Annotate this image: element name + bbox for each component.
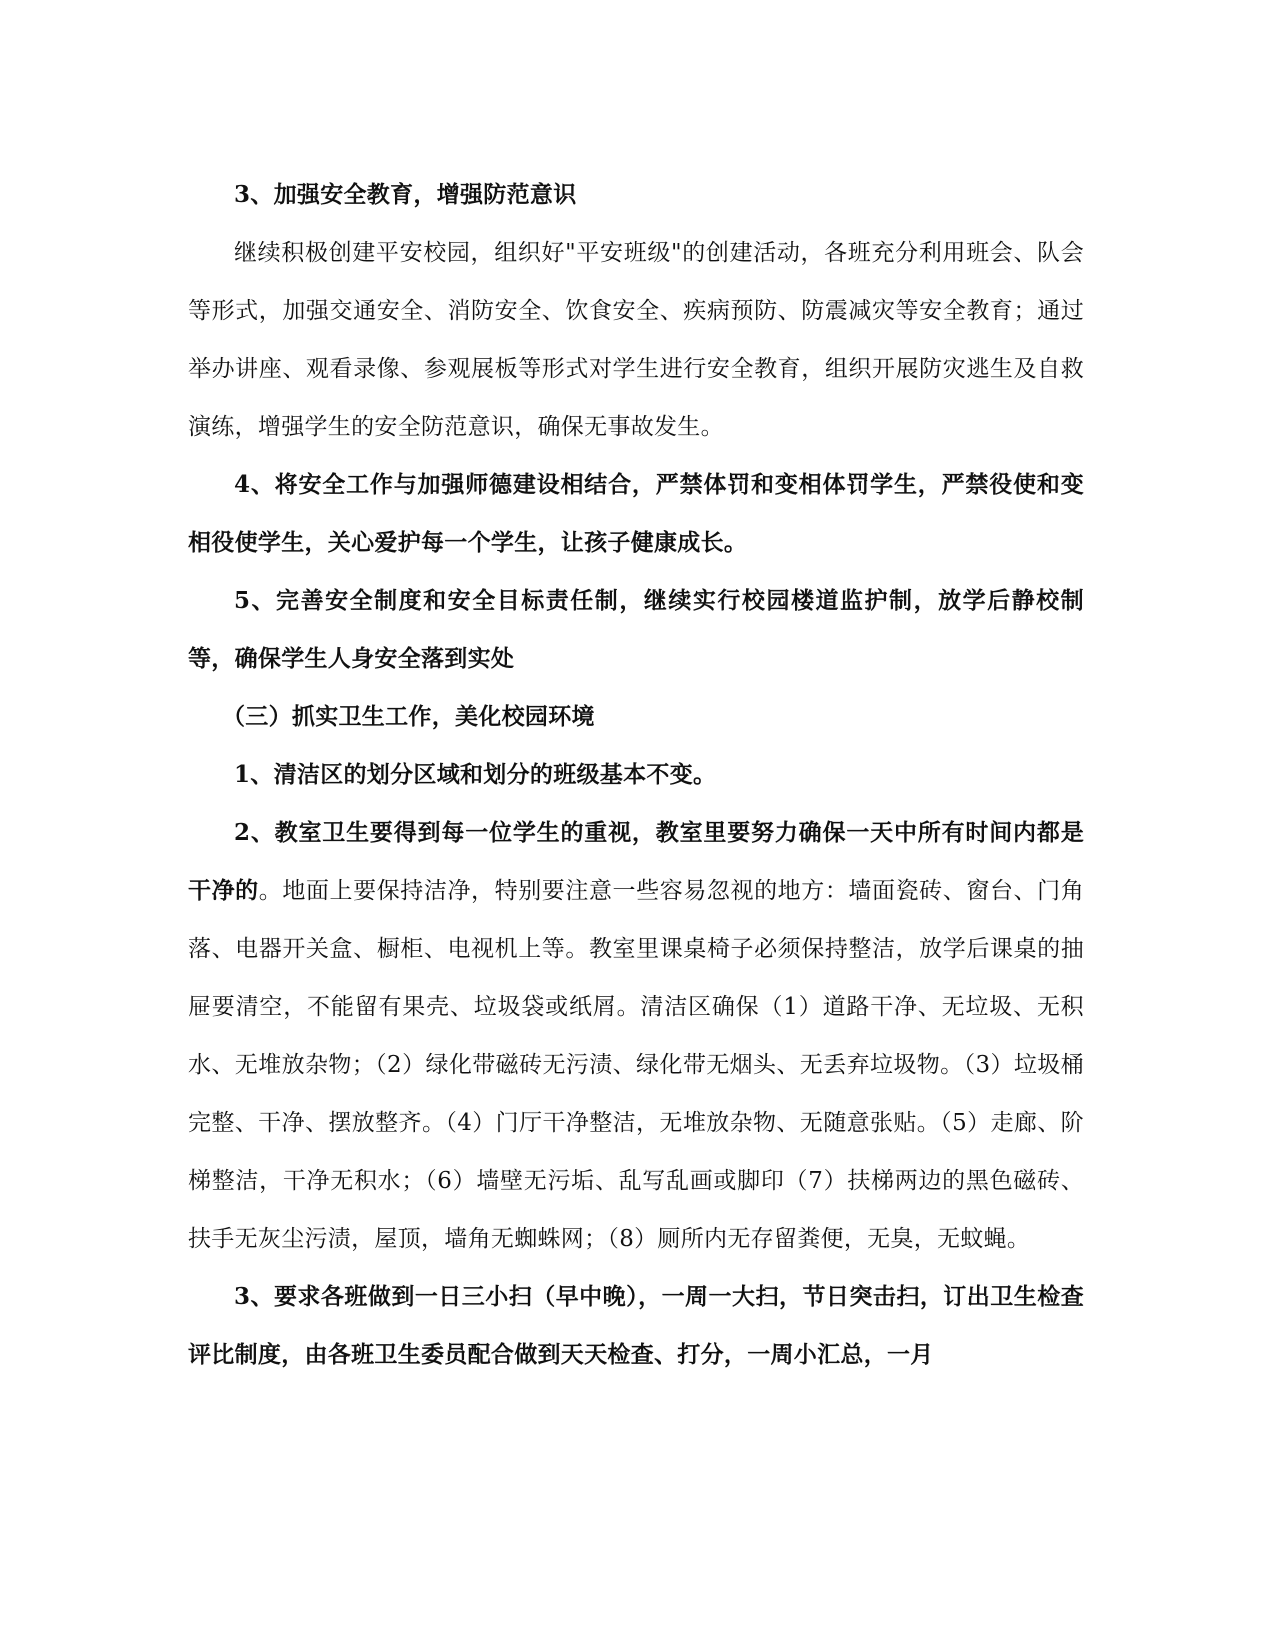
paragraph-safety-system bbox=[188, 572, 1084, 688]
paragraph-cleaning-schedule bbox=[188, 1268, 1084, 1384]
paragraph-bold-text: 4、将安全工作与加强师德建设相结合，严禁体罚和变相体罚学生，严禁役使和变相役使学生，关心爱护每一个学生，让孩子健康成长。 bbox=[188, 471, 1084, 556]
paragraph-text: 继续积极创建平安校园，组织好"平安班级"的创建活动，各班充分利用班会、队会等形式，加强交通安全、消防安全、饮食安全、疾病预防、防震减灾等安全教育；通过举办讲座、观看录像、参观展板等形式对学生进行安全教育，组织开展防灾逃生及自救演练，增强学生的安全防范意识，确保无事故发生。 bbox=[188, 240, 1084, 440]
paragraph-bold-text: 3、要求各班做到一日三小扫（早中晚），一周一大扫，节日突击扫，订出卫生检查评比制度，由各班卫生委员配合做到天天检查、打分，一周小汇总，一月 bbox=[188, 1283, 1084, 1368]
paragraph-cleaning-zones bbox=[188, 746, 1084, 804]
paragraph-teacher-ethics bbox=[188, 456, 1084, 572]
section-heading-hygiene bbox=[188, 688, 1084, 746]
paragraph-safe-campus bbox=[188, 224, 1084, 456]
document-body bbox=[188, 166, 1084, 1384]
paragraph-classroom-hygiene bbox=[188, 804, 1084, 1268]
paragraph-bold-text: 2、教室卫生要得到每一位学生的重视，教室里要努力确保一天中所有时间内都是干净的 bbox=[188, 819, 1084, 904]
paragraph-text: 。地面上要保持洁净，特别要注意一些容易忽视的地方：墙面瓷砖、窗台、门角落、电器开关盒、橱柜、电视机上等。教室里课桌椅子必须保持整洁，放学后课桌的抽屉要清空，不能留有果壳、垃圾袋或纸屑。清洁区确保（1）道路干净、无垃圾、无积水、无堆放杂物；（2）绿化带磁砖无污渍、绿化带无烟头、无丢弃垃圾物。（3）垃圾桶完整、干净、摆放整齐。（4）门厅干净整洁，无堆放杂物、无随意张贴。（5）走廊、阶梯整洁，干净无积水；（6）墙壁无污垢、乱写乱画或脚印（7）扶梯两边的黑色磁砖、扶手无灰尘污渍，屋顶，墙角无蜘蛛网；（8）厕所内无存留粪便，无臭，无蚊蝇。 bbox=[188, 878, 1084, 1252]
paragraph-bold-text: 1、清洁区的划分区域和划分的班级基本不变。 bbox=[234, 761, 717, 788]
paragraph-bold-text: 5、完善安全制度和安全目标责任制，继续实行校园楼道监护制，放学后静校制等，确保学生人身安全落到实处 bbox=[188, 587, 1084, 672]
heading-text: 3、加强安全教育，增强防范意识 bbox=[234, 181, 577, 208]
section-heading-safety-education bbox=[188, 166, 1084, 224]
heading-text: （三）抓实卫生工作，美化校园环境 bbox=[222, 703, 595, 730]
